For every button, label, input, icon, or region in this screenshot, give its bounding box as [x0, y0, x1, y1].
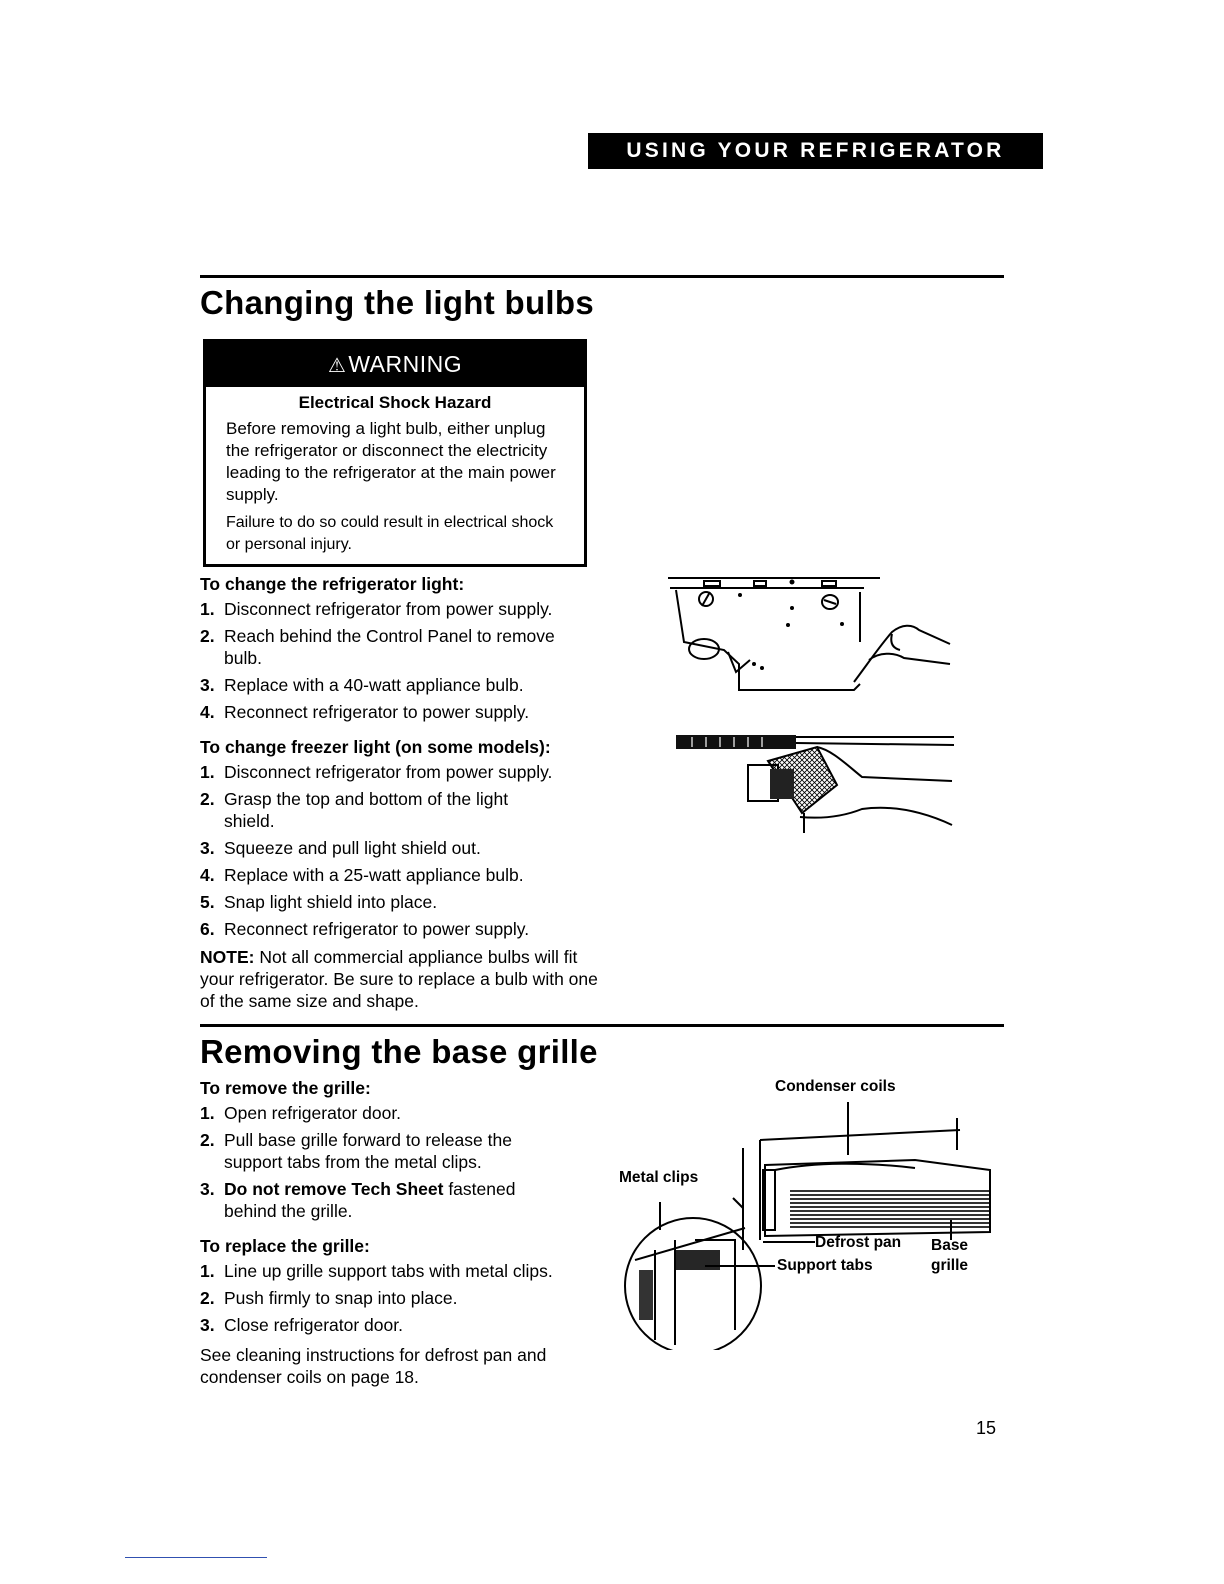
fridge-light-heading: To change the refrigerator light:	[200, 574, 465, 594]
label-defrost-pan: Defrost pan	[815, 1234, 902, 1251]
warning-body: Before removing a light bulb, either unplug the refrigerator or disconnect the electricity leading to the refrigerator at the main power supply.	[226, 419, 556, 504]
remove-grille-instructions	[200, 1077, 600, 1227]
base-grille-illustration	[615, 1090, 1005, 1350]
list-item: 2. Grasp the top and bottom of the light shield.	[200, 789, 509, 831]
section-title-base-grille: Removing the base grille	[200, 1033, 598, 1070]
note-paragraph: NOTE: Not all commercial appliance bulbs will fit your refrigerator. Be sure to replace a bulb with one of the same size and shape.	[200, 947, 598, 1011]
section-rule	[200, 1024, 1004, 1027]
warning-box	[203, 339, 587, 567]
list-item: 3. Close refrigerator door.	[200, 1315, 403, 1335]
list-item: 1. Disconnect refrigerator from power supply.	[200, 599, 553, 619]
label-condenser-coils: Condenser coils	[775, 1078, 896, 1095]
section-rule	[200, 275, 1004, 278]
warning-subtitle: Electrical Shock Hazard	[298, 393, 492, 412]
list-item: 1. Line up grille support tabs with metal clips.	[200, 1261, 553, 1281]
see-also-paragraph: See cleaning instructions for defrost pan and condenser coils on page 18.	[200, 1345, 547, 1387]
list-item: 5. Snap light shield into place.	[200, 892, 438, 912]
list-item: 3. Do not remove Tech Sheet fastened behind the grille.	[200, 1179, 516, 1221]
freezer-light-heading: To change freezer light (on some models):	[200, 737, 551, 757]
replace-grille-heading: To replace the grille:	[200, 1236, 370, 1256]
warning-consequence: Failure to do so could result in electrical shock or personal injury.	[226, 514, 554, 553]
list-item: 2. Reach behind the Control Panel to remove bulb.	[200, 626, 555, 668]
label-base: Base	[931, 1237, 969, 1254]
list-item: 2. Pull base grille forward to release the support tabs from the metal clips.	[200, 1130, 512, 1172]
warning-triangle-icon: ⚠	[327, 355, 347, 377]
fridge-light-illustration	[664, 572, 964, 697]
list-item: 4. Replace with a 25-watt appliance bulb.	[200, 865, 524, 885]
replace-grille-instructions	[200, 1235, 600, 1388]
label-grille: grille	[931, 1257, 969, 1274]
freezer-light-illustration	[672, 725, 962, 840]
fridge-light-instructions	[200, 573, 620, 728]
page-number: 15	[976, 1418, 997, 1438]
warning-label: WARNING	[348, 351, 463, 377]
label-metal-clips: Metal clips	[619, 1169, 699, 1186]
section-tab: USING YOUR REFRIGERATOR	[588, 133, 1043, 169]
list-item: 2. Push firmly to snap into place.	[200, 1288, 458, 1308]
list-item: 3. Squeeze and pull light shield out.	[200, 838, 481, 858]
section-title-light-bulbs: Changing the light bulbs	[200, 284, 594, 321]
list-item: 3. Replace with a 40-watt appliance bulb.	[200, 675, 524, 695]
footer-divider	[125, 1557, 267, 1558]
label-support-tabs: Support tabs	[777, 1257, 873, 1274]
freezer-light-instructions	[200, 736, 620, 1012]
list-item: 4. Reconnect refrigerator to power supply.	[200, 702, 530, 722]
remove-grille-heading: To remove the grille:	[200, 1078, 371, 1098]
list-item: 1. Disconnect refrigerator from power supply.	[200, 762, 553, 782]
list-item: 6. Reconnect refrigerator to power supply.	[200, 919, 530, 939]
warning-header	[206, 342, 584, 387]
list-item: 1. Open refrigerator door.	[200, 1103, 402, 1123]
